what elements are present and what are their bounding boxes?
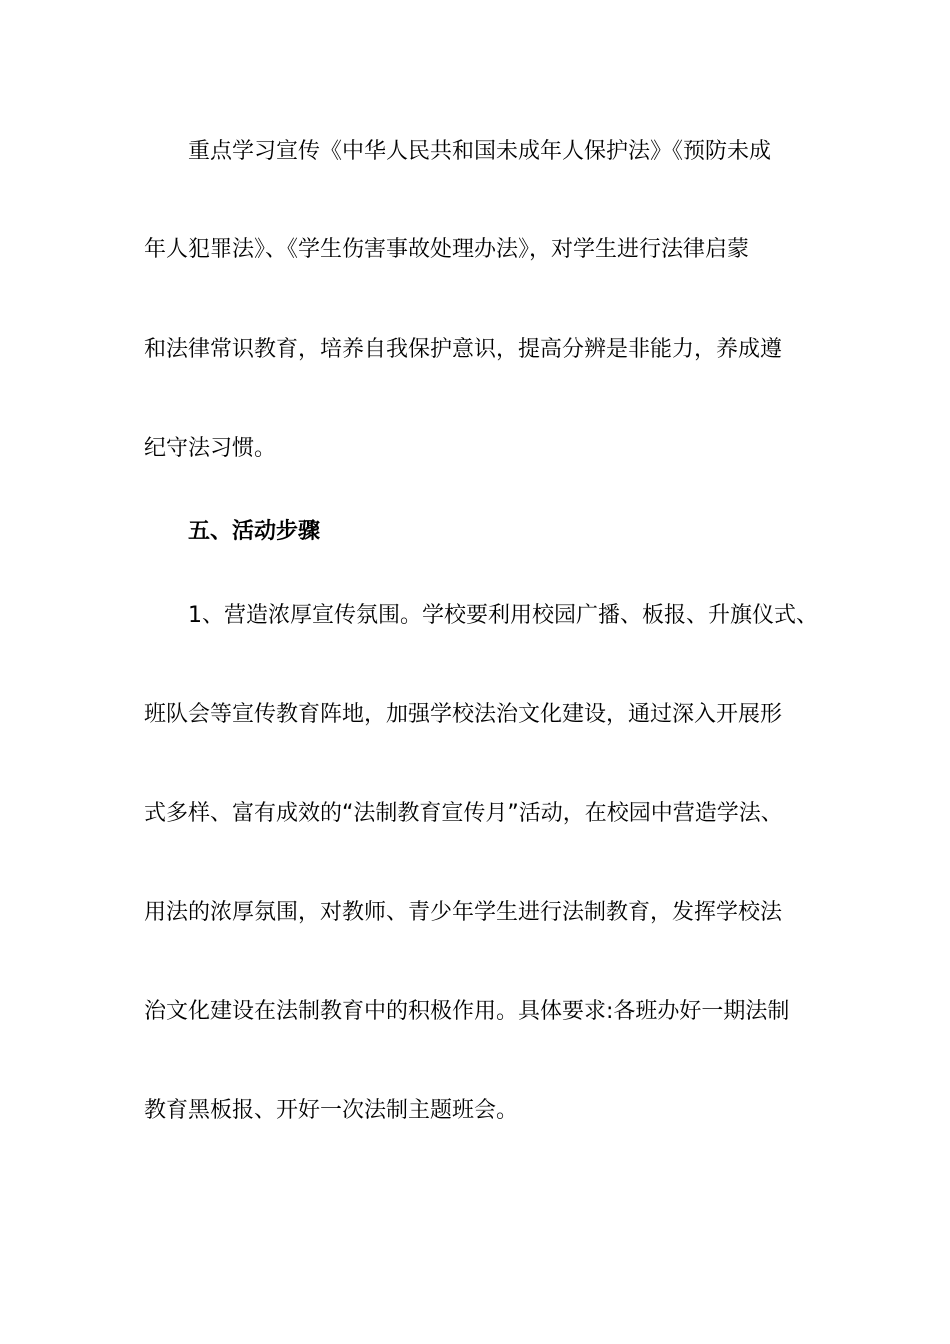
paragraph-2-line-3: 式多样、富有成效的“法制教育宣传月”活动，在校园中营造学法、 bbox=[144, 801, 783, 826]
paragraph-2-line-5: 治文化建设在法制教育中的积极作用。具体要求:各班办好一期法制 bbox=[144, 999, 790, 1024]
paragraph-1-line-1: 重点学习宣传《中华人民共和国未成年人保护法》《预防未成 bbox=[188, 139, 772, 164]
paragraph-2-line-1: 1、营造浓厚宣传氛围。学校要利用校园广播、板报、升旗仪式、 bbox=[188, 603, 818, 628]
paragraph-2-line-6: 教育黑板报、开好一次法制主题班会。 bbox=[144, 1098, 519, 1123]
paragraph-1-line-2: 年人犯罪法》、《学生伤害事故处理办法》，对学生进行法律启蒙 bbox=[144, 237, 750, 262]
paragraph-1-line-4: 纪守法习惯。 bbox=[144, 436, 277, 461]
section-heading: 五、活动步骤 bbox=[188, 519, 321, 544]
paragraph-2-line-4: 用法的浓厚氛围，对教师、青少年学生进行法制教育，发挥学校法 bbox=[144, 900, 783, 925]
paragraph-1-line-3: 和法律常识教育，培养自我保护意识，提高分辨是非能力，养成遵 bbox=[144, 337, 783, 362]
paragraph-2-line-2: 班队会等宣传教育阵地，加强学校法治文化建设，通过深入开展形 bbox=[144, 702, 783, 727]
